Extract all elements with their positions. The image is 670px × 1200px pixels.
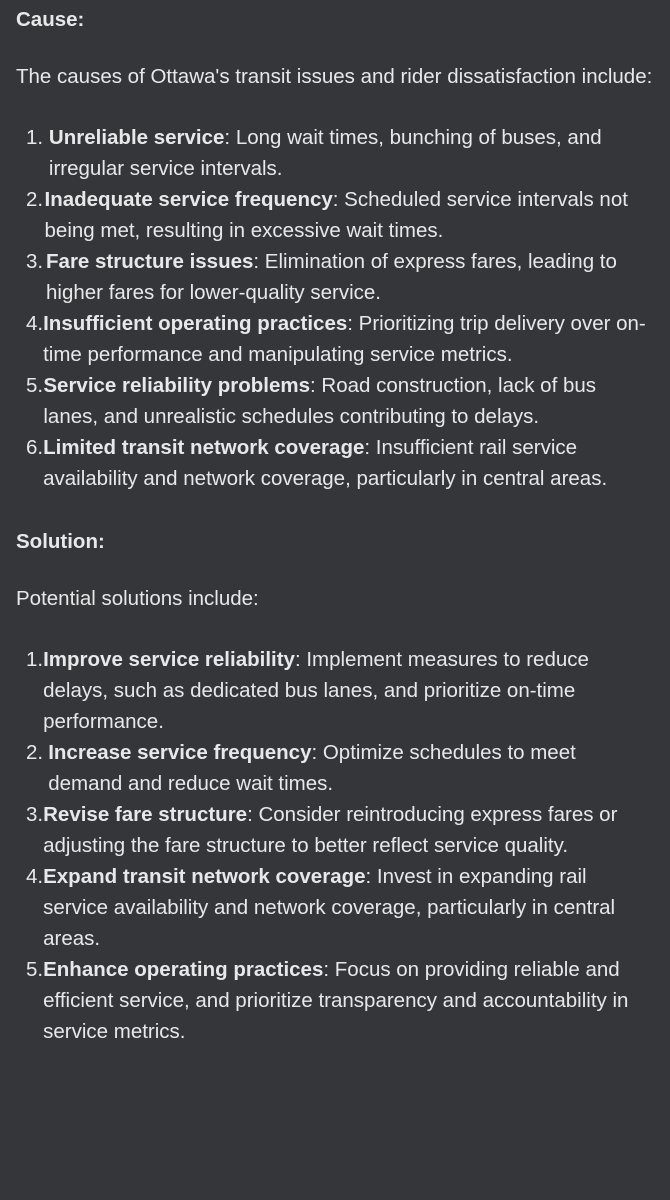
list-item-text bbox=[43, 861, 654, 954]
list-item-text bbox=[43, 799, 654, 861]
list-item-text bbox=[43, 954, 654, 1047]
list-number: 4. bbox=[26, 312, 44, 335]
list-number: 2. bbox=[26, 741, 44, 764]
list-item-text bbox=[46, 246, 654, 308]
list-item-description: : Scheduled service intervals not being met, resulting in excessive wait times. bbox=[44, 188, 628, 242]
list-item-title: Improve service reliability bbox=[43, 648, 295, 671]
list-number: 4. bbox=[26, 865, 44, 888]
list-item-description: : Road construction, lack of bus lanes, and unrealistic schedules contributing to delays. bbox=[43, 374, 597, 428]
solution-intro: Potential solutions include: bbox=[16, 587, 259, 610]
cause-heading: Cause: bbox=[16, 8, 85, 31]
list-number: 1. bbox=[26, 126, 44, 149]
list-item bbox=[16, 432, 654, 494]
list-number: 3. bbox=[26, 803, 44, 826]
list-item bbox=[16, 308, 654, 370]
list-number: 3. bbox=[26, 250, 44, 273]
solution-section bbox=[16, 526, 654, 1047]
list-item-description: : Implement measures to reduce delays, such as dedicated bus lanes, and prioritize on-time performance. bbox=[43, 648, 589, 733]
list-number: 5. bbox=[26, 374, 44, 397]
list-item-title: Expand transit network coverage bbox=[43, 865, 366, 888]
list-item-title: Inadequate service frequency bbox=[44, 188, 333, 211]
list-item-description: : Consider reintroducing express fares or adjusting the fare structure to better reflect service quality. bbox=[43, 803, 618, 857]
cause-intro: The causes of Ottawa's transit issues and rider dissatisfaction include: bbox=[16, 65, 653, 88]
list-item-text bbox=[43, 432, 654, 494]
list-item bbox=[16, 799, 654, 861]
list-item-title: Service reliability problems bbox=[43, 374, 310, 397]
list-number: 1. bbox=[26, 648, 44, 671]
list-item-text bbox=[43, 644, 654, 737]
list-item-text bbox=[49, 122, 654, 184]
list-item bbox=[16, 370, 654, 432]
list-item-description: : Insufficient rail service availability and network coverage, particularly in central areas. bbox=[43, 436, 608, 490]
list-number: 5. bbox=[26, 958, 44, 981]
list-item-description: : Invest in expanding rail service availability and network coverage, particularly in central areas. bbox=[43, 865, 616, 950]
list-item bbox=[16, 861, 654, 954]
list-item-description: : Elimination of express fares, leading to higher fares for lower-quality service. bbox=[46, 250, 617, 304]
list-item bbox=[16, 246, 654, 308]
solution-list bbox=[16, 644, 654, 1047]
list-item-title: Fare structure issues bbox=[46, 250, 254, 273]
list-item bbox=[16, 122, 654, 184]
list-item-text bbox=[45, 184, 654, 246]
list-item bbox=[16, 954, 654, 1047]
list-item-title: Limited transit network coverage bbox=[43, 436, 365, 459]
solution-heading: Solution: bbox=[16, 530, 105, 553]
list-item-text bbox=[43, 370, 654, 432]
list-item-description: : Optimize schedules to meet demand and reduce wait times. bbox=[48, 741, 576, 795]
list-item bbox=[16, 737, 654, 799]
list-item-title: Enhance operating practices bbox=[43, 958, 324, 981]
list-item-title: Insufficient operating practices bbox=[43, 312, 348, 335]
list-item-title: Unreliable service bbox=[48, 126, 225, 149]
list-item-text bbox=[48, 737, 654, 799]
list-number: 6. bbox=[26, 436, 44, 459]
list-item-title: Revise fare structure bbox=[43, 803, 248, 826]
list-item bbox=[16, 644, 654, 737]
list-item bbox=[16, 184, 654, 246]
list-number: 2. bbox=[26, 188, 44, 211]
list-item-description: : Long wait times, bunching of buses, and irregular service intervals. bbox=[48, 126, 602, 180]
list-item-description: : Prioritizing trip delivery over on-time performance and manipulating service metrics. bbox=[43, 312, 646, 366]
section-spacer bbox=[16, 494, 654, 526]
cause-list bbox=[16, 122, 654, 494]
list-item-title: Increase service frequency bbox=[48, 741, 312, 764]
list-item-text bbox=[43, 308, 654, 370]
list-item-description: : Focus on providing reliable and efficient service, and prioritize transparency and accountability in service metrics. bbox=[43, 958, 629, 1043]
